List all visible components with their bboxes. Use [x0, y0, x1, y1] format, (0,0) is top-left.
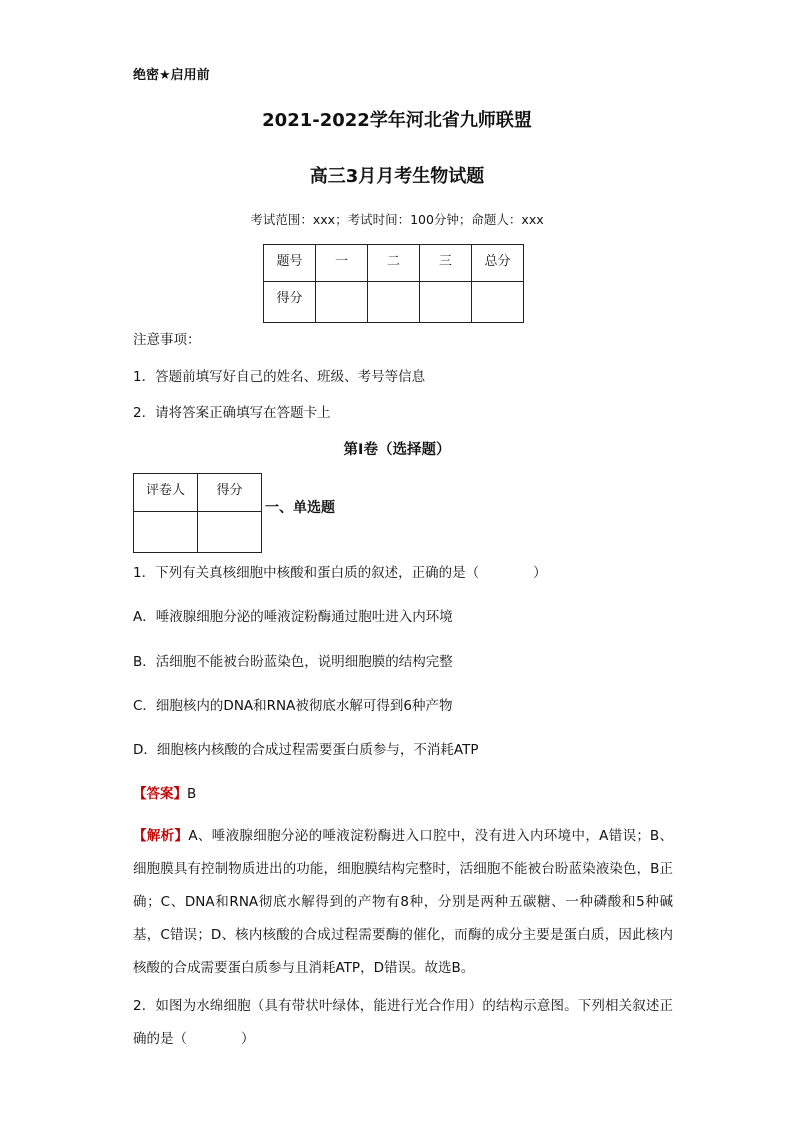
score-row-label: 得分 [264, 282, 316, 323]
exam-title-line2: 高三3月月考生物试题 [309, 166, 485, 187]
question-1-stem: 1．下列有关真核细胞中核酸和蛋白质的叙述，正确的是（ ） [133, 565, 547, 581]
score-header-total: 总分 [472, 245, 524, 282]
answer-line [133, 782, 196, 802]
question-2-stem: 2．如图为水绵细胞（具有带状叶绿体，能进行光合作用）的结构示意图。下列相关叙述正确的是（ ） [133, 998, 673, 1047]
score-cell [420, 282, 472, 323]
grader-header: 评卷人 [134, 474, 198, 512]
part-title: 一、单选题 [265, 500, 335, 516]
score-cell [316, 282, 368, 323]
question-1-option-c: C．细胞核内的DNA和RNA被彻底水解可得到6种产物 [133, 698, 453, 714]
answer-value: B [187, 786, 197, 802]
answer-tag: 【答案】 [133, 786, 187, 802]
analysis-text: A、唾液腺细胞分泌的唾液淀粉酶进入口腔中，没有进入内环境中，A错误；B、细胞膜具有控制物质进出的功能，细胞膜结构完整时，活细胞不能被台盼蓝染液染色，B正确；C、DNA和RNA彻底水解得到的产物有8种，分别是两种五碳糖、一种磷酸和5种碱基，C错误；D、核内核酸的合成过程需要酶的催化，而酶的成分主要是蛋白质，因此核内核酸的合成需要蛋白质参与且消耗ATP，D错误。故选B。 [133, 828, 673, 976]
score-cell [472, 282, 524, 323]
section-title: 第I卷（选择题） [343, 442, 451, 458]
analysis-paragraph [133, 820, 673, 985]
score-header-part1: 一 [316, 245, 368, 282]
grader-table [133, 473, 262, 553]
secret-label: 绝密★启用前 [133, 68, 210, 83]
question-1-option-a: A．唾液腺细胞分泌的唾液淀粉酶通过胞吐进入内环境 [133, 609, 453, 625]
question-1-option-d: D．细胞核内核酸的合成过程需要蛋白质参与，不消耗ATP [133, 742, 479, 758]
score-header-number: 题号 [264, 245, 316, 282]
grader-cell [134, 512, 198, 553]
grader-score-header: 得分 [198, 474, 262, 512]
score-table [263, 244, 524, 323]
question-1-option-b: B．活细胞不能被台盼蓝染色，说明细胞膜的结构完整 [133, 654, 453, 670]
grader-score-cell [198, 512, 262, 553]
score-header-part2: 二 [368, 245, 420, 282]
notes-item-1: 1．答题前填写好自己的姓名、班级、考号等信息 [133, 369, 426, 385]
notes-item-2: 2．请将答案正确填写在答题卡上 [133, 405, 331, 421]
notes-title: 注意事项： [133, 332, 201, 348]
score-cell [368, 282, 420, 323]
exam-info: 考试范围：xxx；考试时间：100分钟；命题人：xxx [250, 212, 544, 227]
score-header-part3: 三 [420, 245, 472, 282]
analysis-tag: 【解析】 [133, 828, 189, 844]
exam-title-line1: 2021-2022学年河北省九师联盟 [262, 110, 532, 131]
